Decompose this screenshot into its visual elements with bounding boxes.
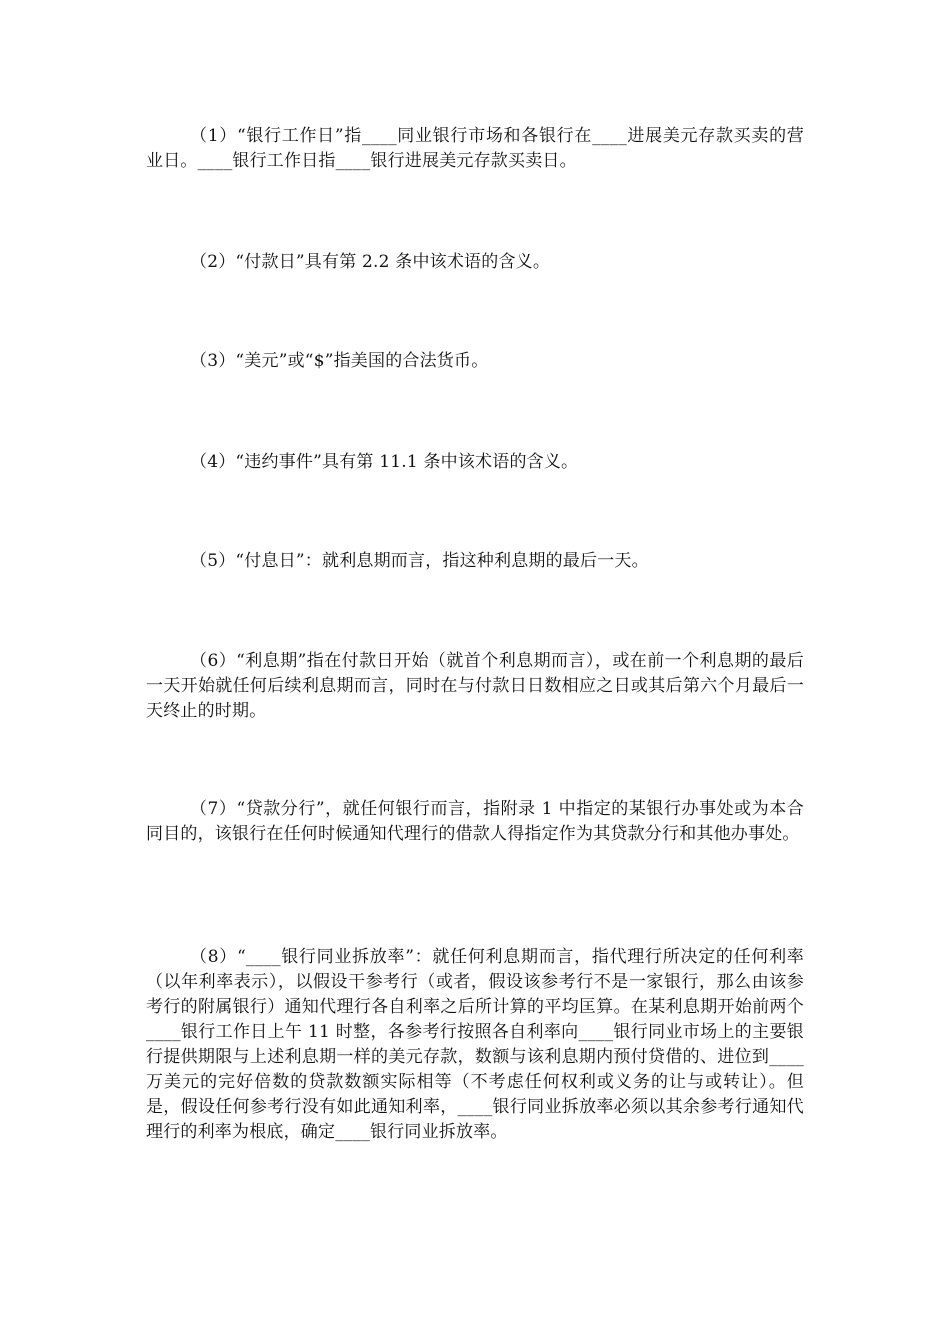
definition-lending-office: （7）“贷款分行”，就任何银行而言，指附录 1 中指定的某银行办事处或为本合同目的，该银行在任何时候通知代理行的借款人得指定作为其贷款分行和其他办事处。	[146, 799, 804, 844]
definition-payment-date: （2）“付款日”具有第 2.2 条中该术语的含义。	[190, 252, 551, 272]
definition-interest-period: （6）“利息期”指在付款日开始（就首个利息期而言），或在前一个利息期的最后一天开始就任何后续利息期而言，同时在与付款日日数相应之日或其后第六个月最后一天终止的时期。	[146, 651, 804, 721]
definition-interbank-offered-rate: （8）“____银行同业拆放率”：就任何利息期而言，指代理行所决定的任何利率（以年利率表示），以假设干参考行（或者，假设该参考行不是一家银行，那么由该参考行的附属银行）通知代理行各自利率之后所计算的平均匡算。在某利息期开始前两个____银行工作日上午 11 时整，各参考行按照各自利率向____银行同业市场上的主要银行提供期限与上述利息期一样的美元存款，数额与该利息期内预付贷借的、进位到____万美元的完好倍数的贷款数额实际相等（不考虑任何权利或义务的让与或转让）。但是，假设任何参考行没有如此通知利率，____银行同业拆放率必须以其余参考行通知代理行的利率为根底，确定____银行同业拆放率。	[146, 947, 804, 1142]
definition-event-of-default: （4）“违约事件”具有第 11.1 条中该术语的含义。	[190, 452, 579, 472]
definition-banking-day: （1）“银行工作日”指____同业银行市场和各银行在____进展美元存款买卖的营业日。____银行工作日指____银行进展美元存款买卖日。	[146, 126, 804, 171]
definition-us-dollar: （3）“美元”或“$”指美国的合法货币。	[190, 351, 489, 371]
definition-interest-payment-date: （5）“付息日”：就利息期而言，指这种利息期的最后一天。	[190, 551, 649, 571]
